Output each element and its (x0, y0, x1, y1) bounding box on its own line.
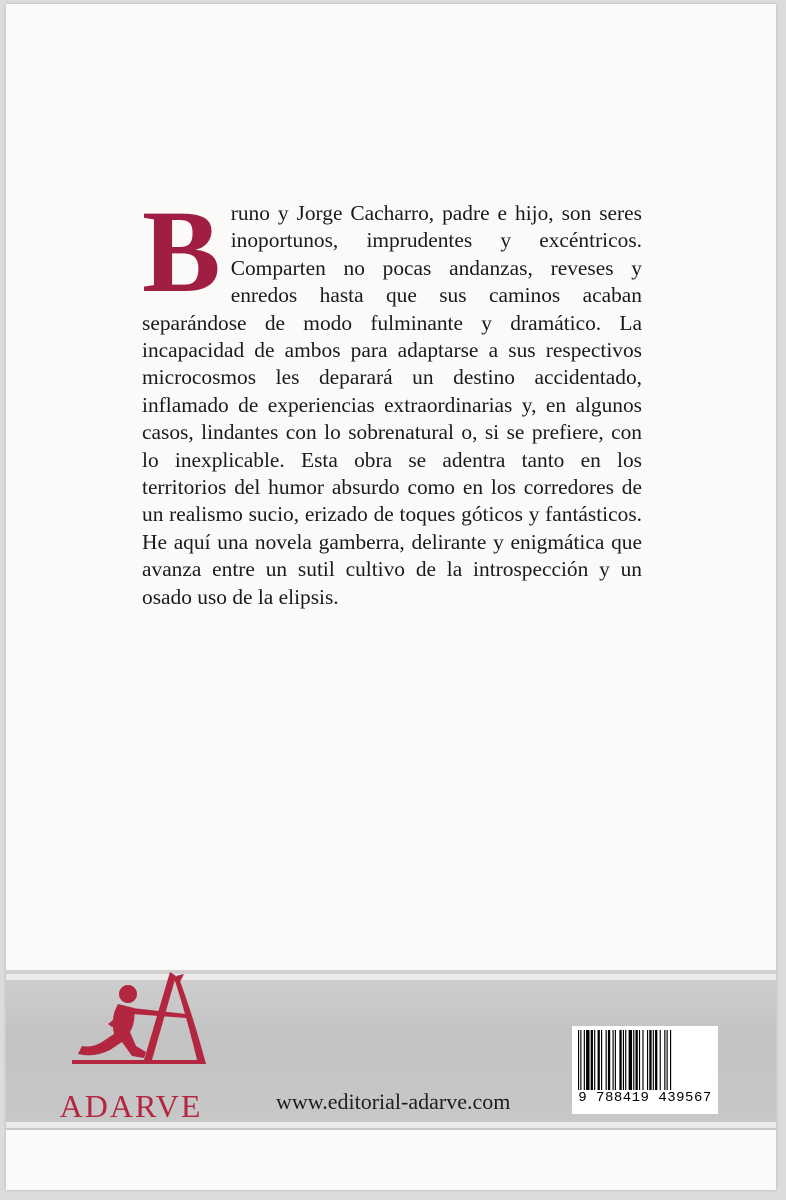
barcode-bar (606, 1030, 607, 1090)
barcode-bars (576, 1030, 714, 1092)
isbn-number: 9 788419 439567 (578, 1090, 712, 1106)
barcode-bar (639, 1030, 640, 1090)
blurb-paragraph (142, 186, 642, 611)
barcode-bar (613, 1030, 614, 1090)
barcode-bar (625, 1030, 626, 1090)
barcode-bar (598, 1030, 600, 1090)
barcode-bar (670, 1030, 671, 1090)
barcode-bar (667, 1030, 668, 1090)
barcode-bar (601, 1030, 602, 1090)
barcode-bar (649, 1030, 651, 1090)
drop-cap: B (142, 186, 221, 317)
barcode-bar (586, 1030, 589, 1090)
barcode-bar (594, 1030, 595, 1090)
barcode-bar (653, 1030, 654, 1090)
barcode-bar (664, 1030, 665, 1090)
barcode-bar (636, 1030, 638, 1090)
barcode-bar (623, 1030, 624, 1090)
archer-icon (52, 964, 212, 1074)
barcode-bar (633, 1030, 634, 1090)
blurb-text: runo y Jorge Cacharro, padre e hijo, son seres inoportunos, imprudentes y excéntricos. Comparten no pocas andanzas, reveses y enredos hasta que sus caminos acaban separándose de modo fulminante y dramático. La incapacidad de ambos para adaptarse a sus respectivos microcosmos les deparará un destino accidentado, inflamado de experiencias extraordinarias y, en algunos casos, lindantes con lo sobrenatural o, si se prefiere, con lo inexplicable. Esta obra se adentra tanto en los territorios del humor absurdo como en los corredores de un realismo sucio, erizado de toques góticos y fantásticos. He aquí una novela gamberra, delirante y enigmática que avanza entre un sutil cultivo de la introspección y un osado uso de la elipsis. (142, 201, 642, 609)
barcode-bar (578, 1030, 579, 1090)
barcode-bar (584, 1030, 585, 1090)
barcode-bar (580, 1030, 581, 1090)
barcode-bar (655, 1030, 657, 1090)
barcode-bar (642, 1030, 643, 1090)
barcode-bar (619, 1030, 621, 1090)
barcode-bar (591, 1030, 593, 1090)
barcode-bar (647, 1030, 648, 1090)
barcode-bar (615, 1030, 616, 1090)
publisher-name: ADARVE (59, 1088, 203, 1124)
barcode-bar (629, 1030, 632, 1090)
barcode-bar (660, 1030, 661, 1090)
publisher-website[interactable]: www.editorial-adarve.com (276, 1089, 511, 1114)
book-back-cover (6, 4, 776, 1190)
isbn-barcode (572, 1026, 718, 1114)
barcode-bar (608, 1030, 610, 1090)
